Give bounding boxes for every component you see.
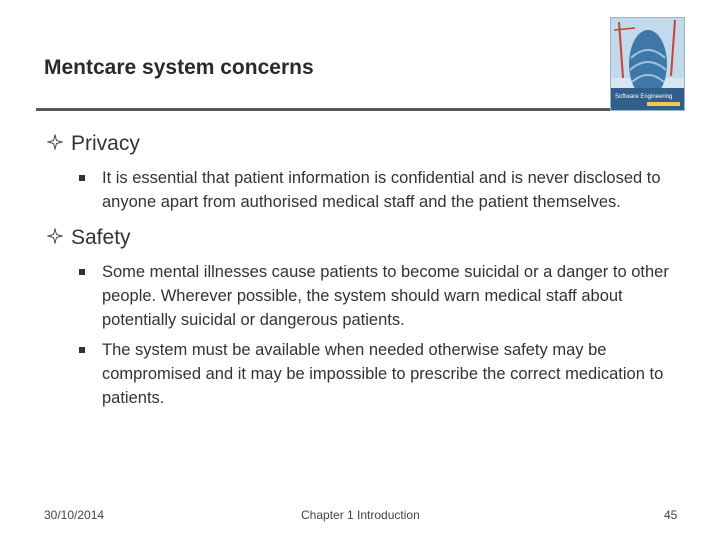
heading-text: Safety xyxy=(71,226,131,249)
heading-privacy xyxy=(47,132,687,156)
heading-safety xyxy=(47,226,687,250)
square-bullet-icon xyxy=(79,347,85,353)
four-point-star-icon xyxy=(47,132,71,156)
book-cover-image xyxy=(611,18,684,110)
footer-chapter: Chapter 1 Introduction xyxy=(301,508,420,522)
footer-date: 30/10/2014 xyxy=(44,508,105,522)
cover-title-text: Software Engineering xyxy=(615,94,673,100)
slide-title: Mentcare system concerns xyxy=(44,56,314,79)
square-bullet-icon xyxy=(79,175,85,181)
bullet-item xyxy=(77,338,687,410)
slide-content xyxy=(47,132,687,416)
bullet-item xyxy=(77,260,687,332)
bullet-item xyxy=(77,166,687,214)
section-safety xyxy=(47,226,687,410)
heading-text: Privacy xyxy=(71,132,140,155)
square-bullet-icon xyxy=(79,269,85,275)
book-cover xyxy=(610,17,685,111)
bullet-text: It is essential that patient information is confidential and is never disclosed to anyone apart from authorised medical staff and the patient themselves. xyxy=(102,169,661,211)
bullet-text: Some mental illnesses cause patients to become suicidal or a danger to other people. Wherever possible, the system should warn medical staff about potentially suicidal or dangerous patients. xyxy=(102,263,669,329)
section-privacy xyxy=(47,132,687,214)
four-point-star-icon xyxy=(47,226,71,250)
bullet-text: The system must be available when needed otherwise safety may be compromised and it may be impossible to prescribe the correct medication to patients. xyxy=(102,341,664,407)
footer-page-number: 45 xyxy=(664,508,678,522)
title-rule xyxy=(36,108,684,111)
